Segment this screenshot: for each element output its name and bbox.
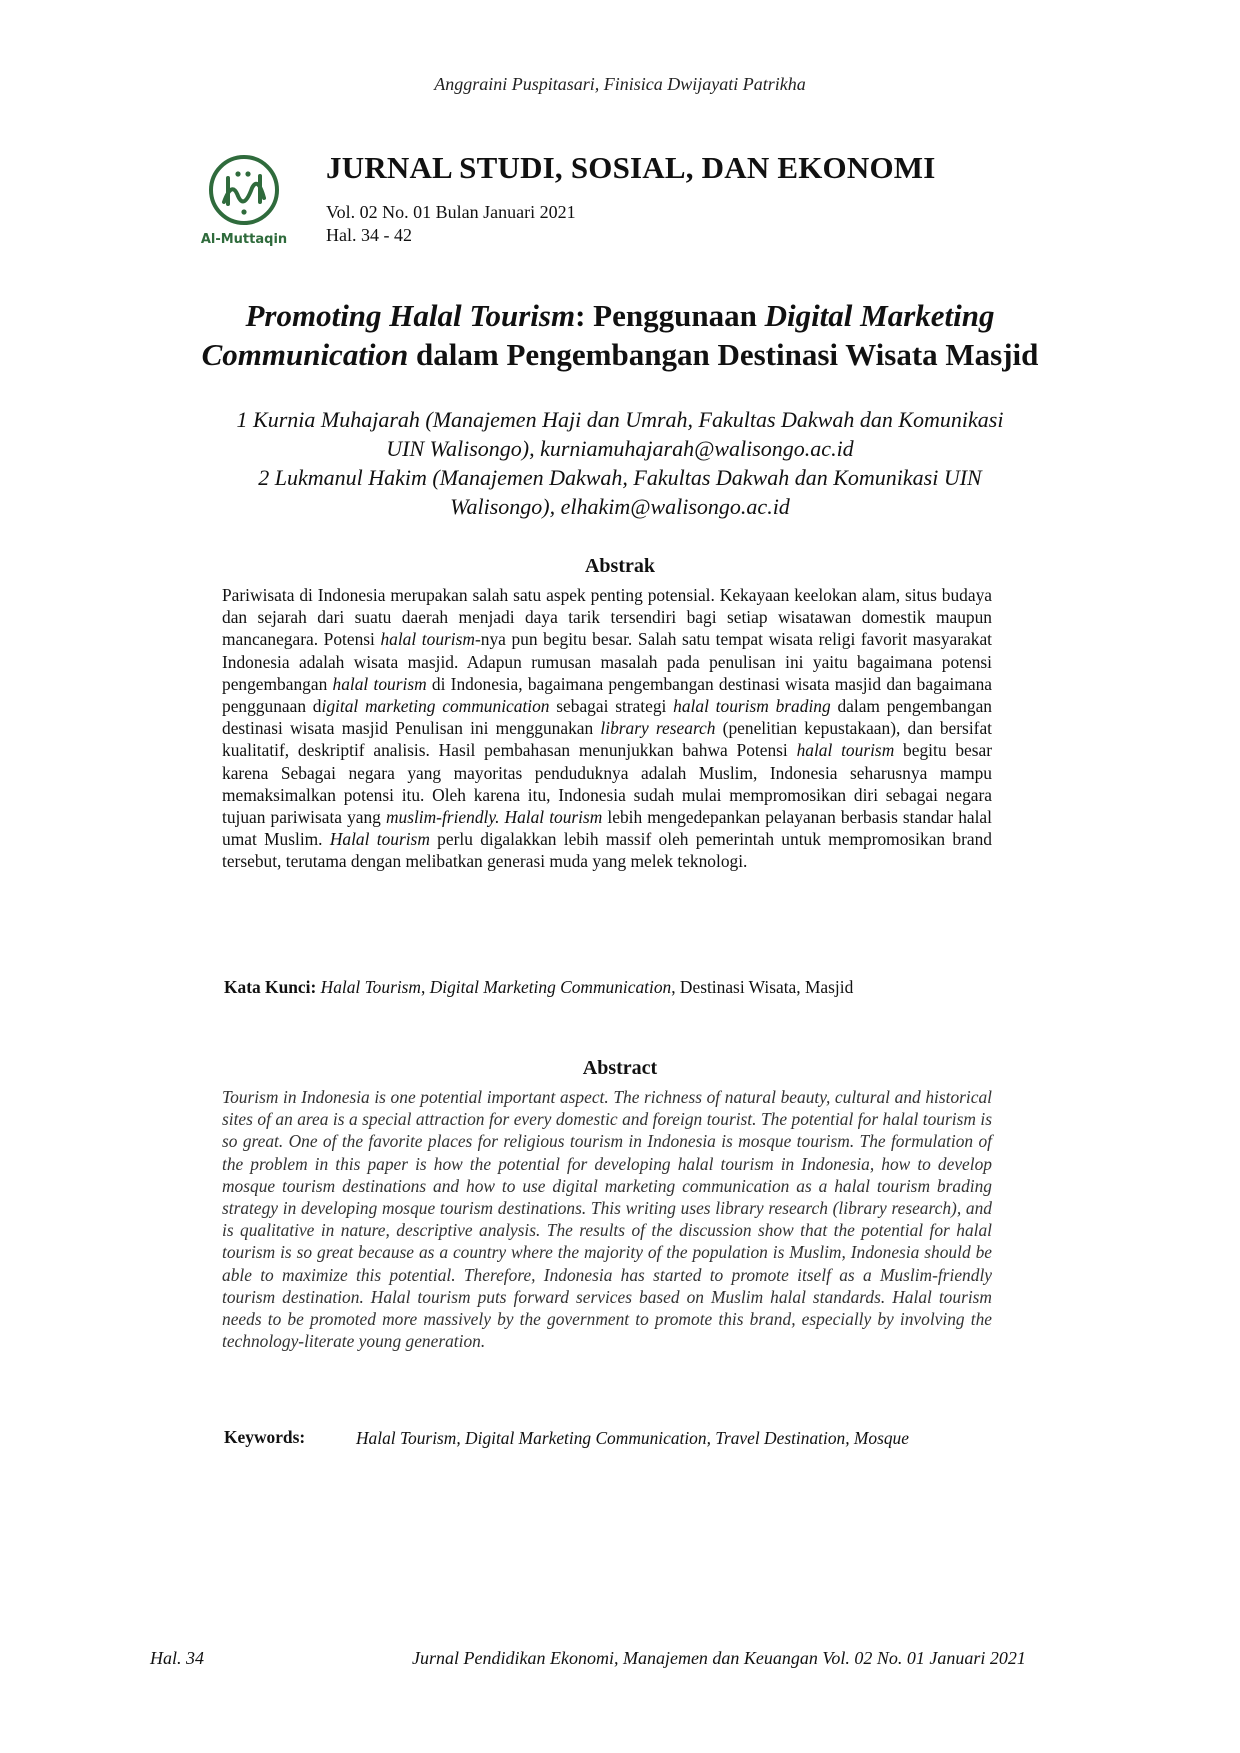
abstrak-text: Pariwisata di Indonesia merupakan salah satu aspek penting potensial. Kekayaan keelokan alam, situs budaya dan sejarah dari suatu daerah menjadi daya tarik tersendiri bagi setiap wisatawan domestik maupun mancanegara. Potensi — [222, 585, 992, 650]
kata-kunci-rest: , Destinasi Wisata, Masjid — [671, 977, 854, 997]
journal-title: JURNAL STUDI, SOSIAL, DAN EKONOMI — [326, 150, 936, 185]
kata-kunci-italic-1: Halal Tourism — [320, 977, 421, 997]
abstrak-italic: halal tourism — [380, 629, 475, 650]
abstrak-italic: halal tourism — [332, 673, 427, 694]
running-head: Anggraini Puspitasari, Finisica Dwijayati Patrikha — [434, 74, 806, 94]
abstrak-heading: Abstrak — [584, 555, 655, 577]
abstrak-italic: library research — [600, 718, 716, 739]
kata-kunci-italic-2: Digital Marketing Communication — [429, 977, 672, 997]
abstrak-text: lebih mengedepankan pelayanan berbasis standar halal umat Muslim. — [222, 807, 992, 850]
paper-title-italic-2: Digital Marketing — [764, 298, 995, 333]
logo-label: Al-Muttaqin — [200, 232, 288, 247]
author-block — [130, 405, 1110, 521]
abstrak-italic: halal tourism brading — [673, 696, 831, 717]
abstrak-text: (penelitian kepustakaan), dan bersifat kualitatif, deskriptif analisis. Hasil pembahasan menunjukkan bahwa Potensi — [222, 718, 992, 761]
author-line: UIN Walisongo), kurniamuhajarah@walisongo.ac.id — [386, 436, 854, 461]
abstrak-text: begitu besar karena Sebagai negara yang mayoritas penduduknya adalah Muslim, Indonesia seharusnya mampu memaksimalkan potensi itu. Oleh karena itu, Indonesia sudah mulai mempromosikan diri sebagai negara tujuan pariwisata yang — [222, 740, 993, 828]
paper-title-italic-3: Communication — [201, 337, 409, 372]
abstrak-text: dalam pengembangan destinasi wisata masjid Penulisan ini menggunakan — [222, 696, 992, 739]
author-line: 1 Kurnia Muhajarah (Manajemen Haji dan Umrah, Fakultas Dakwah dan Komunikasi — [236, 407, 1004, 432]
paper-title-colon: : Penggunaan — [575, 298, 765, 333]
keywords-text: Halal Tourism, Digital Marketing Communication, Travel Destination, Mosque — [356, 1428, 909, 1448]
abstrak-text: sebagai strategi — [549, 696, 674, 717]
abstrak-italic: igital marketing communication — [321, 696, 550, 717]
paper-title-line-2 — [120, 335, 1120, 374]
footer-journal: Jurnal Pendidikan Ekonomi, Manajemen dan Keuangan Vol. 02 No. 01 Januari 2021 — [412, 1648, 1026, 1668]
kata-kunci-label: Kata Kunci: — [224, 977, 317, 997]
abstract-body: Tourism in Indonesia is one potential important aspect. The richness of natural beauty, cultural and historical sites of an area is a special attraction for every domestic and foreign tourist. The potential for halal tourism is so great. One of the favorite places for religious tourism in Indonesia is mosque tourism. The formulation of the problem in this paper is how the potential for developing halal tourism in Indonesia, how to develop mosque tourism destinations and how to use digital marketing communication as a halal tourism brading strategy in developing mosque tourism destinations. This writing uses library research (library research), and is qualitative in nature, descriptive analysis. The results of the discussion show that the potential for halal tourism is so great because as a country where the majority of the population is Muslim, Indonesia should be able to maximize this potential. Therefore, Indonesia has started to promote itself as a Muslim-friendly tourism destination. Halal tourism puts forward services based on Muslim halal standards. Halal tourism needs to be promoted more massively by the government to promote this brand, especially by involving the technology-literate young generation. — [222, 1087, 992, 1352]
abstrak-text: di Indonesia, bagaimana pengembangan destinasi wisata masjid dan bagaimana penggunaan d — [222, 673, 992, 717]
journal-volume: Vol. 02 No. 01 Bulan Januari 2021 — [326, 202, 576, 222]
kata-kunci-separator: , — [421, 977, 430, 997]
author-line: 2 Lukmanul Hakim (Manajemen Dakwah, Fakultas Dakwah dan Komunikasi UIN — [258, 465, 982, 490]
abstrak-italic: Halal tourism — [329, 829, 430, 850]
paper-title-italic-1: Promoting Halal Tourism — [245, 298, 576, 333]
page-number: Hal. 34 — [150, 1648, 204, 1668]
kata-kunci — [224, 977, 853, 998]
al-muttaqin-calligraphy-icon — [198, 150, 290, 240]
paper-title — [120, 296, 1120, 374]
paper-title-rest: dalam Pengembangan Destinasi Wisata Masjid — [408, 337, 1039, 372]
author-line: Walisongo), elhakim@walisongo.ac.id — [450, 494, 790, 519]
abstrak-text: perlu digalakkan lebih massif oleh pemerintah untuk mempromosikan brand tersebut, terutama dengan melibatkan generasi muda yang melek teknologi. — [222, 829, 992, 872]
abstrak-text: -nya pun begitu besar. Salah satu tempat wisata religi favorit masyarakat Indonesia adalah wisata masjid. Adapun rumusan masalah pada penulisan ini yaitu bagaimana potensi pengembangan — [222, 629, 992, 694]
abstrak-italic: halal tourism — [796, 740, 895, 761]
paper-title-line-1 — [120, 296, 1120, 335]
journal-volume-info — [326, 201, 576, 247]
abstrak-body — [222, 584, 992, 873]
keywords-label: Keywords: — [224, 1427, 306, 1447]
abstract-heading: Abstract — [582, 1057, 658, 1079]
abstrak-italic: muslim-friendly. Halal tourism — [385, 807, 603, 828]
journal-pages: Hal. 34 - 42 — [326, 225, 412, 245]
